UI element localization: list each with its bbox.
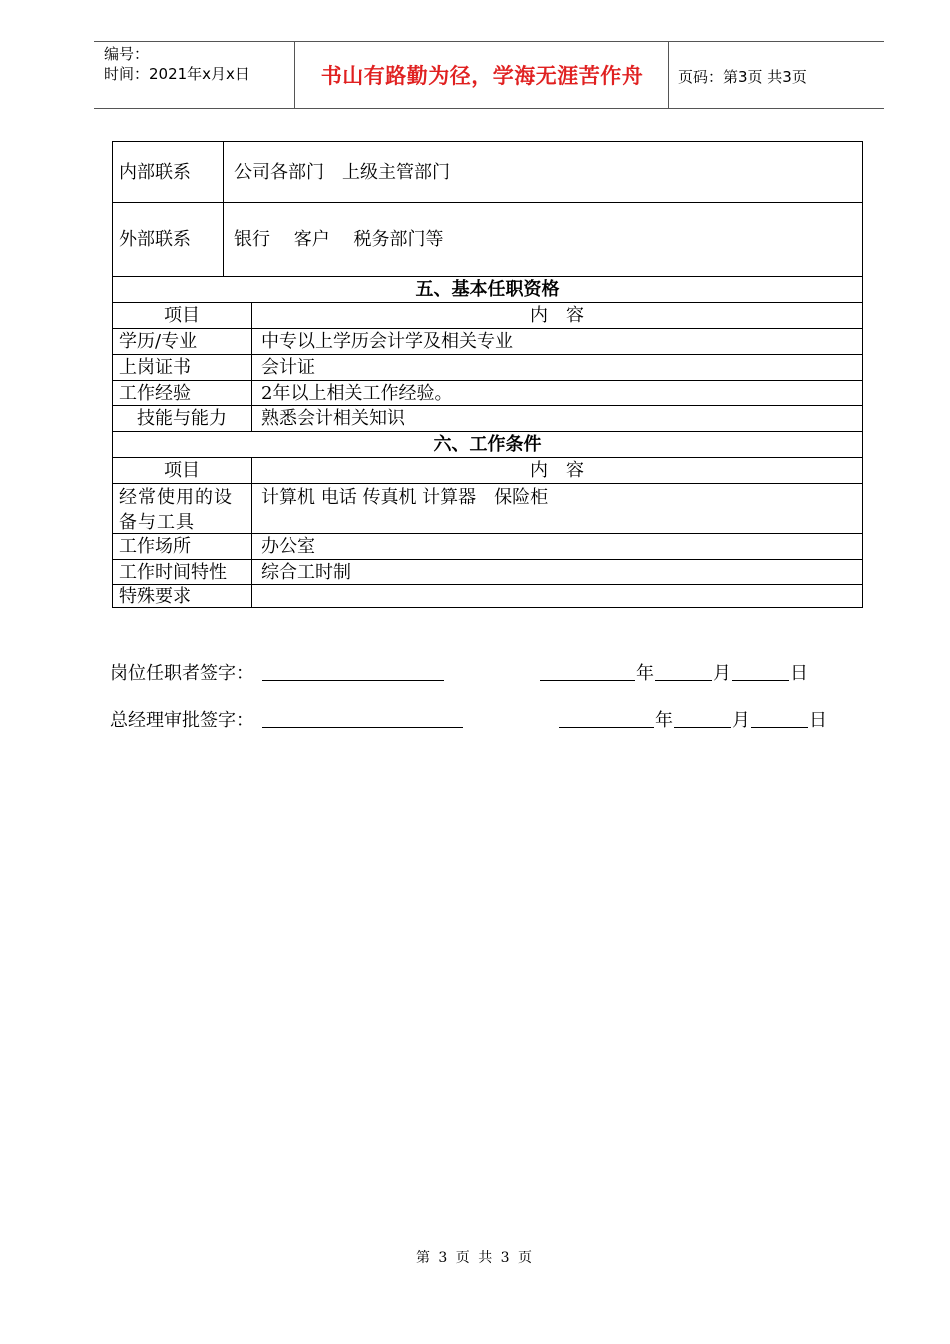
qualification-content: 中专以上学历会计学及相关专业 xyxy=(251,328,863,355)
qualification-item: 学历/专业 xyxy=(112,328,252,355)
header-divider xyxy=(294,41,295,108)
column-header-content: 内 容 xyxy=(251,302,863,329)
header-bottom-rule xyxy=(94,108,884,109)
qualification-content: 会计证 xyxy=(251,354,863,381)
external-contact-label: 外部联系 xyxy=(112,202,224,277)
qualification-content: 2年以上相关工作经验。 xyxy=(251,380,863,406)
condition-content: 计算机 电话 传真机 计算器 保险柜 xyxy=(251,483,863,534)
qualification-content: 熟悉会计相关知识 xyxy=(251,405,863,432)
document-number: 编号： xyxy=(104,45,150,63)
internal-contact-value: 公司各部门 上级主管部门 xyxy=(223,141,863,203)
column-header-content: 内 容 xyxy=(251,457,863,484)
holder-month-label: 月 xyxy=(713,663,731,684)
condition-content: 综合工时制 xyxy=(251,559,863,585)
header-divider xyxy=(668,41,669,108)
manager-signature-line[interactable] xyxy=(262,727,463,728)
manager-day-line[interactable] xyxy=(751,727,808,728)
condition-item: 经常使用的设备与工具 xyxy=(112,483,252,534)
condition-content xyxy=(251,584,863,608)
manager-month-label: 月 xyxy=(732,710,750,731)
header-motto: 书山有路勤为径，学海无涯苦作舟 xyxy=(320,64,644,88)
condition-content: 办公室 xyxy=(251,533,863,560)
manager-year-line[interactable] xyxy=(559,727,654,728)
manager-month-line[interactable] xyxy=(674,727,731,728)
header-top-rule xyxy=(94,41,884,42)
internal-contact-label: 内部联系 xyxy=(112,141,224,203)
document-time: 时间：2021年x月x日 xyxy=(104,65,250,83)
holder-year-line[interactable] xyxy=(540,680,635,681)
holder-signature-line[interactable] xyxy=(262,680,444,681)
manager-year-label: 年 xyxy=(655,710,673,731)
section-title-qualifications: 五、基本任职资格 xyxy=(112,276,863,303)
condition-item: 工作时间特性 xyxy=(112,559,252,585)
manager-day-label: 日 xyxy=(809,710,827,731)
condition-item: 工作场所 xyxy=(112,533,252,560)
qualification-item: 上岗证书 xyxy=(112,354,252,381)
manager-signature-label: 总经理审批签字： xyxy=(110,710,254,731)
holder-day-label: 日 xyxy=(790,663,808,684)
holder-signature-label: 岗位任职者签字： xyxy=(110,663,254,684)
holder-month-line[interactable] xyxy=(655,680,712,681)
condition-item: 特殊要求 xyxy=(112,584,252,608)
header-meta xyxy=(104,44,292,84)
footer-page-number: 第 3 页 共 3 页 xyxy=(415,1250,535,1266)
column-header-item: 项目 xyxy=(112,457,252,484)
qualification-item: 技能与能力 xyxy=(112,405,252,432)
column-header-item: 项目 xyxy=(112,302,252,329)
external-contact-value: 银行 客户 税务部门等 xyxy=(223,202,863,277)
header-page-number: 页码：第3页 共3页 xyxy=(678,68,807,86)
qualification-item: 工作经验 xyxy=(112,380,252,406)
section-title-work-conditions: 六、工作条件 xyxy=(112,431,863,458)
holder-day-line[interactable] xyxy=(732,680,789,681)
holder-year-label: 年 xyxy=(636,663,654,684)
